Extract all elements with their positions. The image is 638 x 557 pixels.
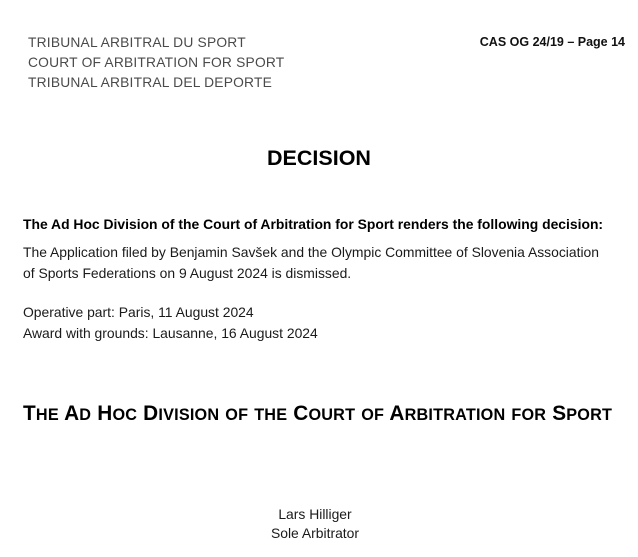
operative-part-line: Operative part: Paris, 11 August 2024 (23, 304, 254, 320)
decision-title: DECISION (267, 146, 371, 170)
signature-block (0, 505, 630, 543)
award-grounds-line: Award with grounds: Lausanne, 16 August 2024 (23, 325, 318, 341)
division-heading: THE AD HOC DIVISION OF THE COURT OF ARBITRATION FOR SPORT (23, 402, 613, 425)
arbitrator-role: Sole Arbitrator (270, 525, 360, 541)
letterhead-line-english: COURT OF ARBITRATION FOR SPORT (28, 55, 285, 70)
letterhead-line-french: TRIBUNAL ARBITRAL DU SPORT (28, 35, 246, 50)
page-reference: CAS OG 24/19 – Page 14 (479, 35, 625, 49)
decision-statement: The Ad Hoc Division of the Court of Arbitration for Sport renders the following decision: (23, 216, 604, 232)
decision-body-line: The Application filed by Benjamin Savšek and the Olympic Committee of Slovenia Association (23, 244, 599, 260)
decision-body-line: of Sports Federations on 9 August 2024 is dismissed. (23, 265, 352, 281)
letterhead-line-spanish: TRIBUNAL ARBITRAL DEL DEPORTE (28, 75, 272, 90)
arbitrator-name: Lars Hilliger (278, 506, 352, 522)
letterhead (28, 33, 284, 93)
dates-block (23, 302, 318, 344)
decision-body (23, 242, 599, 284)
